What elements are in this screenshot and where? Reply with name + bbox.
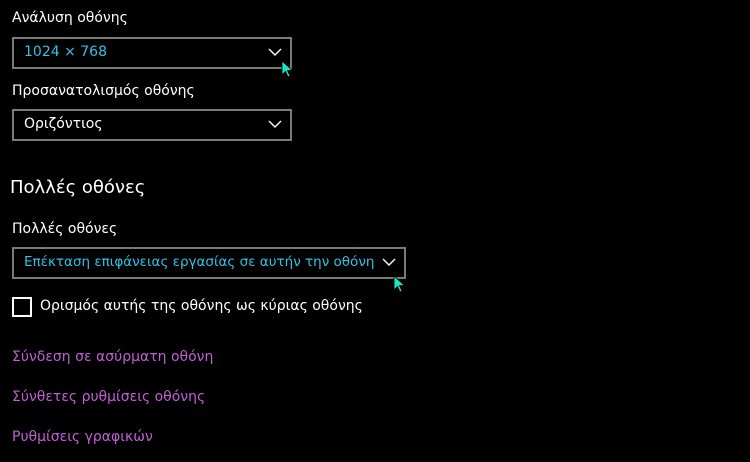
mouse-pointer-icon (281, 60, 295, 78)
chevron-down-icon (268, 45, 282, 59)
resolution-dropdown[interactable] (12, 37, 292, 69)
multiple-displays-label: Πολλές οθόνες (12, 221, 118, 237)
chevron-down-icon (382, 255, 396, 269)
graphics-settings-link[interactable]: Ρυθμίσεις γραφικών (12, 429, 153, 445)
orientation-value: Οριζόντιος (24, 116, 103, 132)
orientation-label: Προσανατολισμός οθόνης (12, 83, 195, 99)
chevron-down-icon (268, 117, 282, 131)
multiple-displays-heading: Πολλές οθόνες (10, 177, 146, 198)
main-display-checkbox-label[interactable]: Ορισμός αυτής της οθόνης ως κύριας οθόνης (40, 298, 363, 314)
resolution-value: 1024 × 768 (24, 44, 107, 60)
mouse-pointer-icon (393, 275, 407, 293)
resolution-label: Ανάλυση οθόνης (12, 10, 128, 26)
advanced-display-settings-link[interactable]: Σύνθετες ρυθμίσεις οθόνης (12, 389, 206, 405)
connect-wireless-display-link[interactable]: Σύνδεση σε ασύρματη οθόνη (12, 349, 214, 365)
orientation-dropdown[interactable] (12, 109, 292, 141)
multiple-displays-dropdown[interactable] (12, 247, 406, 279)
multiple-displays-value: Επέκταση επιφάνειας εργασίας σε αυτήν την οθόνη (24, 254, 375, 270)
main-display-checkbox[interactable] (12, 297, 32, 317)
